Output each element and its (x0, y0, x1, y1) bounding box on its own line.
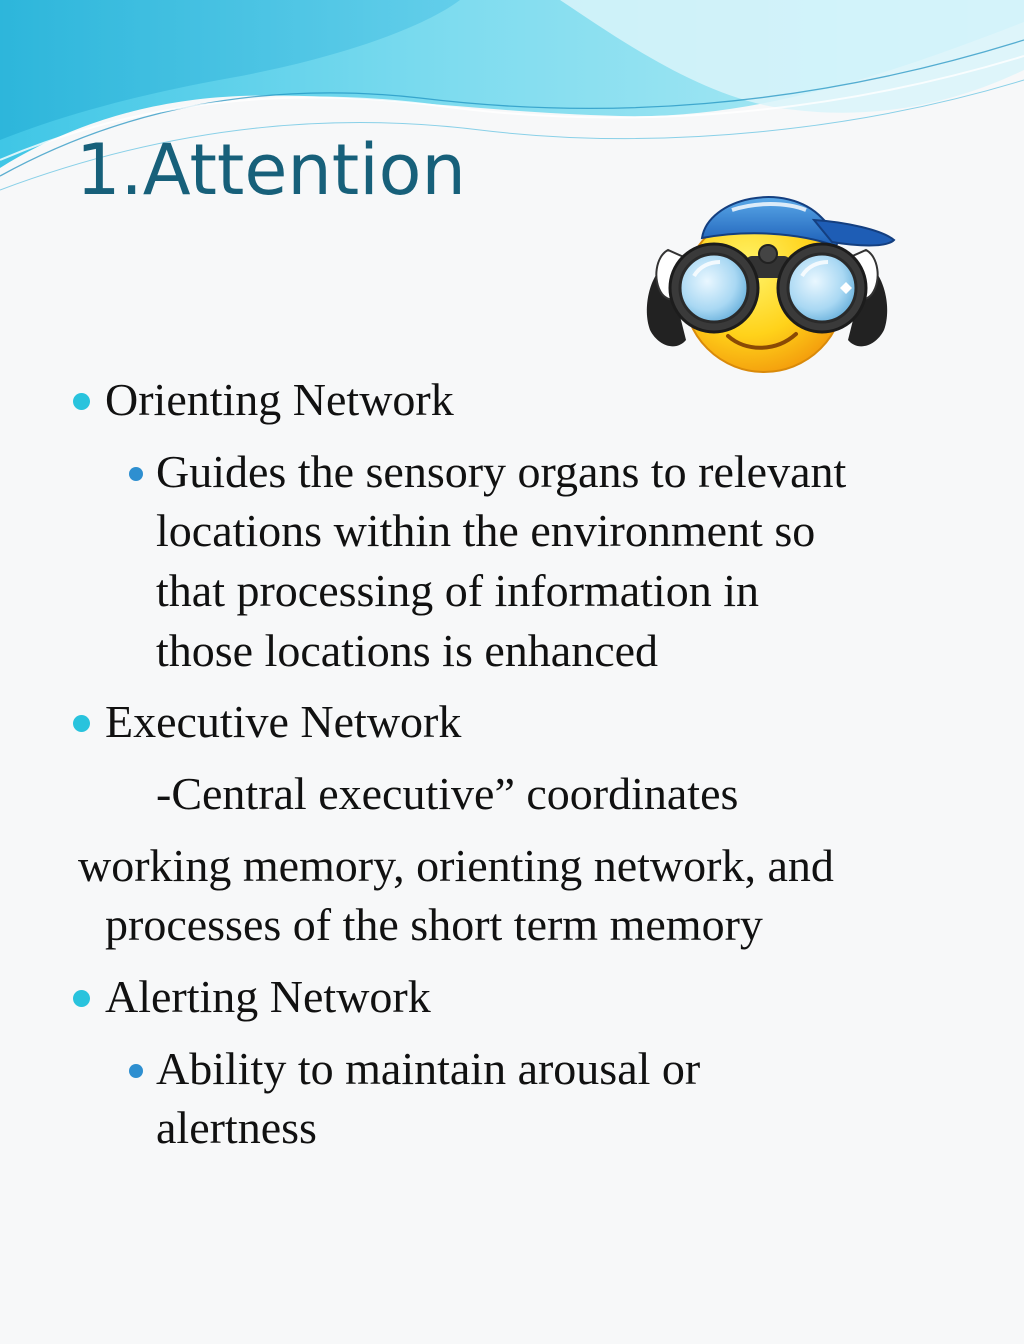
executive-detail-line-3: processes of the short term memory (105, 899, 763, 950)
bullet-executive-network: Executive Network (105, 692, 461, 752)
slide-title: 1.Attention (76, 129, 466, 211)
orienting-detail-line-3: that processing of information in (156, 565, 759, 616)
alerting-detail-line-2: alertness (156, 1102, 317, 1153)
orienting-detail-line-2: locations within the environment so (156, 505, 816, 556)
orienting-detail-line-4: those locations is enhanced (156, 625, 659, 676)
executive-detail-line-1: -Central executive” coordinates (156, 768, 739, 819)
bullet-alerting-network: Alerting Network (105, 967, 431, 1027)
executive-detail-line-2: working memory, orienting network, and (78, 840, 834, 891)
bullet-orienting-network: Orienting Network (105, 370, 454, 430)
orienting-detail-line-1: Guides the sensory organs to relevant (156, 442, 846, 502)
alerting-detail-line-1: Ability to maintain arousal or (156, 1039, 700, 1099)
